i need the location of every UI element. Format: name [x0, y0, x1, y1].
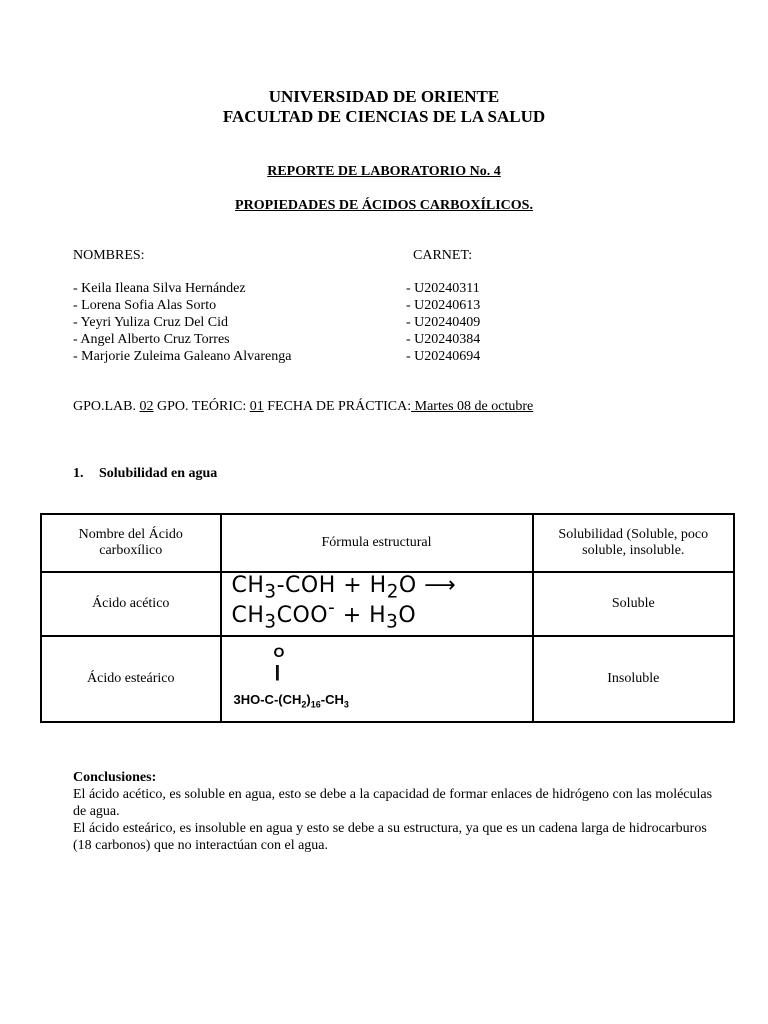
solubility-cell: Insoluble [533, 636, 734, 722]
conclusions-title: Conclusiones: [73, 770, 157, 785]
acid-name-cell: Ácido esteárico [41, 636, 221, 722]
carbonyl-oxygen: O [273, 644, 285, 660]
practice-date-value: Martes 08 de octubre [411, 399, 534, 414]
student-name: - Marjorie Zuleima Galeano Alvarenga [73, 349, 292, 364]
conclusions-section [73, 769, 713, 854]
header-solubility: Solubilidad (Soluble, poco soluble, insoluble. [533, 514, 734, 572]
theory-group-label: GPO. TEÓRIC: [157, 399, 247, 414]
conclusion-paragraph: El ácido acético, es soluble en agua, esto se debe a la capacidad de formar enlaces de hidrógeno con las moléculas de agua. [73, 787, 713, 819]
report-title: REPORTE DE LABORATORIO No. 4 [267, 164, 501, 179]
conclusion-paragraph: El ácido esteárico, es insoluble en agua y esto se debe a su estructura, ya que es un cadena larga de hidrocarburos (18 carbonos) que no interactúan con el agua. [73, 821, 707, 853]
names-label: NOMBRES: [73, 248, 145, 263]
theory-group-value: 01 [249, 399, 264, 414]
double-bond: || [274, 662, 278, 681]
lab-group-value: 02 [139, 399, 154, 414]
solubility-cell: Soluble [533, 572, 734, 636]
carnet-label: CARNET: [413, 248, 473, 263]
header-acid-name: Nombre del Ácido carboxílico [41, 514, 221, 572]
section-title: Solubilidad en agua [99, 466, 218, 481]
group-line [73, 398, 533, 415]
practice-date-label: FECHA DE PRÁCTICA: [267, 399, 412, 414]
header-formula: Fórmula estructural [221, 514, 533, 572]
student-carnet: - U20240311 [406, 281, 480, 296]
acetic-acid-equation: $CH_3$-COH + $H_2O$ ⟶ $CH_3COO^- + H_3O$ [231, 572, 457, 633]
student-carnet: - U20240384 [406, 332, 481, 347]
section-heading [73, 465, 217, 482]
student-name: - Angel Alberto Cruz Torres [73, 332, 230, 347]
acid-name-cell: Ácido acético [41, 572, 221, 636]
lab-group-label: GPO.LAB. [73, 399, 137, 414]
student-name: - Yeyri Yuliza Cruz Del Cid [73, 315, 229, 330]
student-name: - Lorena Sofia Alas Sorto [73, 298, 217, 313]
student-carnet: - U20240694 [406, 349, 481, 364]
section-number: 1. [73, 466, 84, 481]
formula-cell [221, 572, 533, 636]
table-row [41, 636, 734, 722]
university-title: UNIVERSIDAD DE ORIENTE [268, 87, 500, 106]
formula-cell [221, 636, 533, 722]
stearic-chain: $3HO-C-(CH_2)_{16}-CH_3$ [233, 692, 349, 710]
stearic-acid-formula [234, 642, 526, 716]
student-carnet: - U20240613 [406, 298, 481, 313]
faculty-title: FACULTAD DE CIENCIAS DE LA SALUD [222, 107, 546, 126]
topic-title: PROPIEDADES DE ÁCIDOS CARBOXÍLICOS. [235, 198, 533, 213]
table-row [41, 572, 734, 636]
student-name: - Keila Ileana Silva Hernández [73, 281, 246, 296]
table-header-row [41, 514, 734, 572]
student-carnet: - U20240409 [406, 315, 481, 330]
solubility-table [40, 513, 735, 723]
